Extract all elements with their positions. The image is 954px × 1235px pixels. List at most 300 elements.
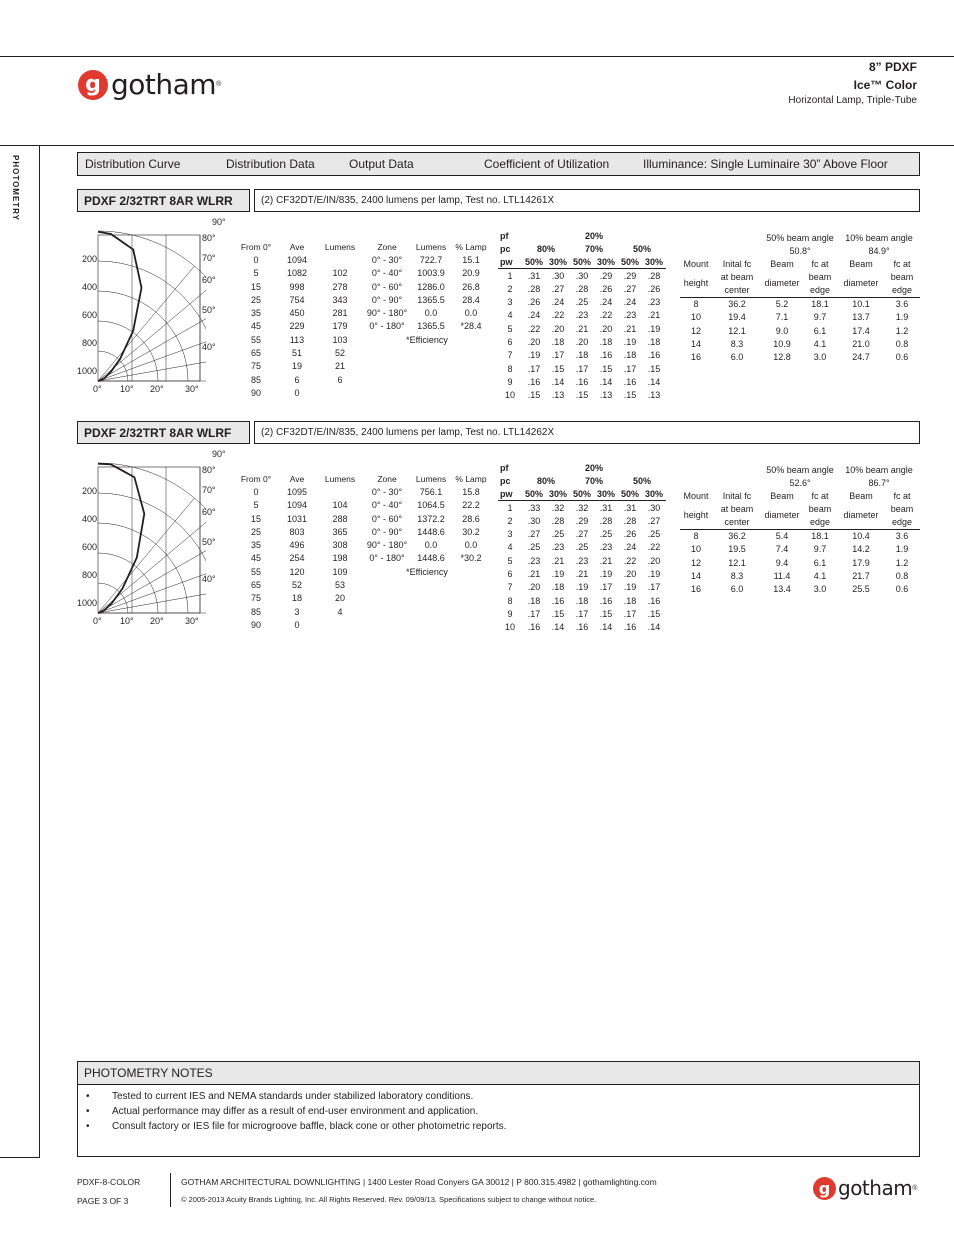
radial-label: 1000 (77, 598, 98, 608)
table-cell: 13.7 (852, 312, 870, 323)
table-cell: 15.8 (462, 486, 480, 497)
table-cell: 6.1 (813, 557, 827, 568)
radial-label: 800 (82, 338, 98, 348)
table-cell (316, 386, 364, 399)
cu-table (498, 229, 666, 402)
table-row (234, 333, 364, 346)
table-cell: .27 (551, 283, 565, 294)
table-cell: .28 (551, 515, 565, 526)
table-cell: 18.1 (811, 531, 829, 542)
table-row (362, 499, 492, 512)
table-cell: 20 (334, 593, 345, 604)
table-header: beam edge (884, 271, 920, 298)
table-cell: 17.4 (852, 325, 870, 336)
table-cell: 16 (690, 584, 701, 595)
pw-value: 50% (522, 488, 546, 501)
table-cell: 45 (250, 553, 261, 564)
angle-label: 80° (202, 233, 216, 243)
table-header: Inital fc (722, 259, 752, 270)
note-item: • Tested to current IES and NEMA standards under stabilized laboratory conditions. (86, 1091, 919, 1106)
table-cell: .22 (551, 310, 565, 321)
sidebar-label: PHOTOMETRY (11, 155, 20, 222)
table-cell: 9.7 (813, 544, 827, 555)
pw-label: pw (498, 488, 522, 501)
table-row (234, 565, 364, 578)
table-cell: 198 (332, 553, 348, 564)
table-cell: .15 (527, 390, 541, 401)
table-row (498, 322, 666, 335)
radial-label: 1000 (77, 366, 98, 376)
table-cell: .16 (599, 595, 613, 606)
table-header: Beam (770, 259, 794, 270)
pc-value: 70% (584, 243, 603, 254)
section-tabs (77, 152, 920, 176)
table-cell: .15 (599, 363, 613, 374)
table-row (234, 552, 364, 565)
table-header: beam edge (802, 503, 838, 530)
table-cell: 25.5 (852, 584, 870, 595)
table-cell: 365 (332, 526, 348, 537)
table-cell: 1 (507, 270, 513, 281)
table-cell: 21.0 (852, 338, 870, 349)
table-cell: .21 (575, 323, 589, 334)
table-header: Lumens (324, 241, 356, 252)
table-cell: 0 (294, 619, 300, 630)
table-cell: .33 (527, 502, 541, 513)
table-cell: 12 (690, 325, 701, 336)
table-cell: .30 (575, 270, 589, 281)
table-cell: 12 (690, 557, 701, 568)
table-cell: 7.1 (775, 312, 789, 323)
table-cell: .20 (599, 323, 613, 334)
table-cell: 90 (250, 387, 261, 398)
table-row (498, 621, 666, 634)
table-row (680, 529, 920, 542)
table-header: fc at (893, 259, 911, 270)
beam10-value: 86.7° (868, 477, 890, 488)
pf-label: pf (500, 230, 509, 241)
table-cell: .29 (599, 270, 613, 281)
note-item: • Consult factory or IES file for microgroove baffle, black cone or other photometric reports. (86, 1121, 919, 1136)
footer-page: PAGE 3 OF 3 (77, 1196, 129, 1206)
table-cell: 36.2 (728, 531, 746, 542)
tab-output-data: Output Data (349, 157, 414, 171)
table-row (498, 541, 666, 554)
table-cell: .23 (575, 310, 589, 321)
table-cell: .26 (527, 297, 541, 308)
table-cell: .18 (599, 337, 613, 348)
table-row (498, 527, 666, 540)
table-cell: 9.7 (813, 312, 827, 323)
table-cell: .23 (647, 297, 661, 308)
table-cell: 308 (332, 540, 348, 551)
angle-label: 90° (212, 449, 226, 459)
table-cell: 0° - 180° (369, 553, 405, 564)
table-cell: 14.2 (852, 544, 870, 555)
output-data-table (362, 240, 492, 346)
table-cell: 10 (690, 544, 701, 555)
table-header: at beam center (712, 271, 762, 298)
table-cell: .25 (647, 529, 661, 540)
table-cell: 1365.5 (417, 321, 445, 332)
beam50-value: 50.8° (789, 245, 811, 256)
pw-label: pw (498, 256, 522, 269)
table-cell: 3.0 (813, 584, 827, 595)
table-cell: .15 (599, 608, 613, 619)
table-cell: 26.8 (462, 281, 480, 292)
photometry-notes (77, 1061, 920, 1157)
table-cell: 278 (332, 281, 348, 292)
table-row (234, 485, 364, 498)
table-cell: 1094 (286, 254, 308, 265)
table-row (680, 569, 920, 582)
table-cell: 5 (507, 323, 513, 334)
table-header: Lumens (415, 473, 447, 484)
table-cell: 1003.9 (417, 268, 445, 279)
table-header: height (680, 503, 712, 530)
table-cell: 13.4 (773, 584, 791, 595)
table-cell: .15 (551, 363, 565, 374)
table-row (498, 349, 666, 362)
table-cell: 1448.6 (417, 526, 445, 537)
table-cell: .17 (647, 582, 661, 593)
table-cell: 0.0 (424, 308, 438, 319)
bottom-angle-label: 10° (120, 384, 134, 394)
distribution-curve-chart (76, 223, 206, 389)
table-cell: .27 (647, 515, 661, 526)
table-cell: 45 (250, 321, 261, 332)
table-cell: 11.4 (773, 570, 791, 581)
table-header: From 0° (240, 241, 272, 252)
table-cell: .16 (575, 622, 589, 633)
table-row (234, 512, 364, 525)
table-cell: .18 (647, 337, 661, 348)
distribution-data-table (234, 472, 364, 632)
catalog-number: PDXF 2/32TRT 8AR WLRR (77, 189, 250, 212)
table-cell: .19 (647, 323, 661, 334)
table-cell: 9.4 (775, 557, 789, 568)
table-cell: .19 (647, 569, 661, 580)
table-cell: 22.2 (462, 500, 480, 511)
pw-value: 30% (594, 488, 618, 501)
table-cell: .21 (599, 555, 613, 566)
table-cell: .18 (551, 337, 565, 348)
pw-value: 50% (570, 488, 594, 501)
table-cell: 85 (250, 606, 261, 617)
table-cell: .16 (623, 622, 637, 633)
table-row (362, 320, 492, 333)
table-cell: .25 (575, 542, 589, 553)
table-cell: 2 (507, 515, 513, 526)
table-cell: 52 (334, 348, 345, 359)
table-cell: .28 (527, 283, 541, 294)
intensity-curve (98, 232, 142, 381)
table-cell: .13 (647, 390, 661, 401)
table-cell: .24 (527, 310, 541, 321)
pw-value: 50% (618, 256, 642, 269)
table-cell: 1082 (286, 268, 308, 279)
table-cell: 5.4 (775, 531, 789, 542)
table-cell: 55 (250, 334, 261, 345)
table-cell: 5.2 (775, 299, 789, 310)
table-cell: .24 (623, 542, 637, 553)
table-row (680, 324, 920, 337)
gotham-g-icon: g (78, 70, 108, 100)
table-header: Beam (849, 491, 873, 502)
table-cell: 0.6 (895, 584, 909, 595)
illuminance-table (680, 463, 920, 596)
table-header: % Lamp (455, 473, 487, 484)
table-cell: 0° - 40° (371, 268, 403, 279)
table-cell: 6.0 (730, 584, 744, 595)
table-row (362, 485, 492, 498)
gotham-logo: g gotham ® (78, 68, 221, 101)
table-row (498, 375, 666, 388)
table-cell: .25 (527, 542, 541, 553)
table-cell: 18.1 (811, 299, 829, 310)
table-cell: 75 (250, 593, 261, 604)
table-cell: .22 (623, 555, 637, 566)
lamp-description: (2) CF32DT/E/IN/835, 2400 lumens per lamp, Test no. LTL14262X (254, 421, 920, 444)
table-cell: 0.0 (424, 540, 438, 551)
table-cell: 15 (250, 513, 261, 524)
table-header: Beam (849, 259, 873, 270)
table-row (498, 389, 666, 402)
table-cell: .19 (575, 582, 589, 593)
table-cell: .14 (599, 622, 613, 633)
table-cell: 28.4 (462, 294, 480, 305)
pw-value: 30% (642, 256, 666, 269)
table-cell: 0° - 90° (371, 294, 403, 305)
beam10-value: 84.9° (868, 245, 890, 256)
table-cell: .23 (575, 555, 589, 566)
table-row (498, 567, 666, 580)
bottom-angle-label: 30° (185, 384, 199, 394)
table-cell: 4.1 (813, 570, 827, 581)
table-cell: 8 (693, 299, 699, 310)
beam50-label: 50% beam angle (766, 464, 834, 475)
table-row (362, 280, 492, 293)
table-cell: .32 (575, 502, 589, 513)
table-row (498, 594, 666, 607)
table-cell: .19 (527, 350, 541, 361)
table-cell: 254 (289, 553, 305, 564)
angle-label: 50° (202, 305, 216, 315)
table-cell: .28 (623, 515, 637, 526)
angle-label: 40° (202, 574, 216, 584)
table-cell: 1 (507, 502, 513, 513)
table-cell: 51 (291, 348, 302, 359)
table-cell: 1.2 (895, 325, 909, 336)
table-cell: 30.2 (462, 526, 480, 537)
angle-label: 50° (202, 537, 216, 547)
table-cell: .28 (599, 515, 613, 526)
table-cell: .17 (527, 363, 541, 374)
table-cell: .20 (527, 582, 541, 593)
bottom-angle-label: 20° (150, 384, 164, 394)
table-cell: 0 (253, 486, 259, 497)
table-cell: 8.3 (730, 338, 744, 349)
table-row (680, 351, 920, 364)
table-cell: .18 (575, 595, 589, 606)
table-row (680, 543, 920, 556)
table-row (234, 280, 364, 293)
table-cell: 754 (289, 294, 305, 305)
table-cell: .18 (623, 350, 637, 361)
table-row (234, 538, 364, 551)
table-cell: .21 (551, 555, 565, 566)
table-cell: 1.9 (895, 544, 909, 555)
bottom-angle-label: 30° (185, 616, 199, 626)
sidebar (0, 145, 40, 1158)
pc-value: 50% (632, 243, 651, 254)
table-cell: .23 (527, 555, 541, 566)
table-cell: .14 (551, 376, 565, 387)
table-cell: 10 (504, 622, 515, 633)
table-row (498, 282, 666, 295)
table-cell: 6 (507, 337, 513, 348)
table-cell: .15 (551, 608, 565, 619)
table-row (234, 605, 364, 618)
table-cell: 35 (250, 308, 261, 319)
gotham-g-icon: g (813, 1177, 836, 1200)
table-cell: 6.0 (730, 352, 744, 363)
table-cell: .22 (527, 323, 541, 334)
table-cell: .17 (527, 608, 541, 619)
table-row (234, 618, 364, 631)
table-cell: 85 (250, 374, 261, 385)
table-cell: .25 (575, 297, 589, 308)
table-row (680, 556, 920, 569)
table-cell: .19 (623, 337, 637, 348)
table-cell: .30 (551, 270, 565, 281)
tab-distribution-curve: Distribution Curve (85, 157, 181, 171)
table-row (362, 538, 492, 551)
tab-illuminance: Illuminance: Single Luminaire 30” Above Floor (643, 157, 888, 171)
table-header: Inital fc (722, 491, 752, 502)
table-row (234, 373, 364, 386)
table-cell: 6.1 (813, 325, 827, 336)
table-cell: 25 (250, 526, 261, 537)
table-cell: 0.8 (895, 570, 909, 581)
table-cell: 35 (250, 540, 261, 551)
table-header: Beam (770, 491, 794, 502)
table-cell: 7.4 (775, 544, 789, 555)
table-cell: 803 (289, 526, 305, 537)
table-cell: 450 (289, 308, 305, 319)
table-cell: 20.9 (462, 268, 480, 279)
table-cell: 12.8 (773, 352, 791, 363)
table-cell: 4 (337, 606, 343, 617)
table-cell: .27 (575, 529, 589, 540)
table-cell: .17 (575, 363, 589, 374)
table-cell: 5 (507, 555, 513, 566)
footer-company: GOTHAM ARCHITECTURAL DOWNLIGHTING | 1400 Lester Road Conyers GA 30012 | P 800.315.4982 | gothamlighting.com (181, 1177, 657, 1187)
table-row (498, 607, 666, 620)
table-row (498, 335, 666, 348)
table-cell: 10 (504, 390, 515, 401)
table-header: Ave (289, 473, 305, 484)
table-cell: 9 (507, 376, 513, 387)
table-cell: .21 (575, 569, 589, 580)
table-row (234, 578, 364, 591)
table-cell: .22 (647, 542, 661, 553)
table-cell: 1095 (286, 486, 308, 497)
table-header: diameter (838, 271, 884, 298)
table-cell: 14 (690, 570, 701, 581)
table-cell: 6 (294, 374, 300, 385)
footer-code: PDXF-8-COLOR (77, 1177, 141, 1187)
beam50-value: 52.6° (789, 477, 811, 488)
angle-label: 60° (202, 507, 216, 517)
table-cell: 0.0 (464, 540, 478, 551)
table-cell: 1094 (286, 500, 308, 511)
table-cell: 1372.2 (417, 513, 445, 524)
table-cell: 3 (294, 606, 300, 617)
table-cell: .16 (575, 376, 589, 387)
table-cell (316, 253, 364, 266)
distribution-curve-chart (76, 455, 206, 621)
table-row (362, 512, 492, 525)
table-header: Ave (289, 241, 305, 252)
table-cell: .16 (527, 376, 541, 387)
footer-brand: gotham (838, 1176, 913, 1200)
table-cell: .26 (647, 283, 661, 294)
table-header: Zone (377, 473, 397, 484)
table-row (362, 525, 492, 538)
table-cell: 8 (507, 595, 513, 606)
table-cell: 229 (289, 321, 305, 332)
table-cell: 6 (507, 569, 513, 580)
table-cell: 120 (289, 566, 305, 577)
pw-value: 50% (522, 256, 546, 269)
table-cell: 288 (332, 513, 348, 524)
table-row (234, 525, 364, 538)
table-cell: 0° - 30° (371, 254, 403, 265)
table-cell: 8 (507, 363, 513, 374)
table-cell: 10.1 (852, 299, 870, 310)
table-cell: 2 (507, 283, 513, 294)
radial-label: 800 (82, 570, 98, 580)
radial-label: 200 (82, 486, 98, 496)
pf-value: 20% (584, 230, 603, 241)
table-cell: 90° - 180° (366, 540, 408, 551)
note-item: • Actual performance may differ as a result of end-user environment and application. (86, 1106, 919, 1121)
bottom-angle-label: 20° (150, 616, 164, 626)
beam50-label: 50% beam angle (766, 232, 834, 243)
table-cell: 90 (250, 619, 261, 630)
angle-label: 70° (202, 485, 216, 495)
table-row (498, 514, 666, 527)
table-cell: 15.1 (462, 254, 480, 265)
lamp-description: (2) CF32DT/E/IN/835, 2400 lumens per lamp, Test no. LTL14261X (254, 189, 920, 212)
table-header: beam edge (802, 271, 838, 298)
table-row (362, 552, 492, 565)
output-data-table (362, 472, 492, 578)
table-row (234, 267, 364, 280)
bottom-angle-label: 0° (93, 616, 102, 626)
table-cell: 12.1 (728, 557, 746, 568)
table-cell: 19.5 (728, 544, 746, 555)
table-cell: .21 (623, 323, 637, 334)
table-cell: .23 (599, 542, 613, 553)
table-cell: 0° - 90° (371, 526, 403, 537)
table-cell: 0 (294, 387, 300, 398)
table-cell: 0.8 (895, 338, 909, 349)
table-cell: 9.0 (775, 325, 789, 336)
table-cell: 5 (253, 268, 259, 279)
table-cell: 1448.6 (417, 553, 445, 564)
